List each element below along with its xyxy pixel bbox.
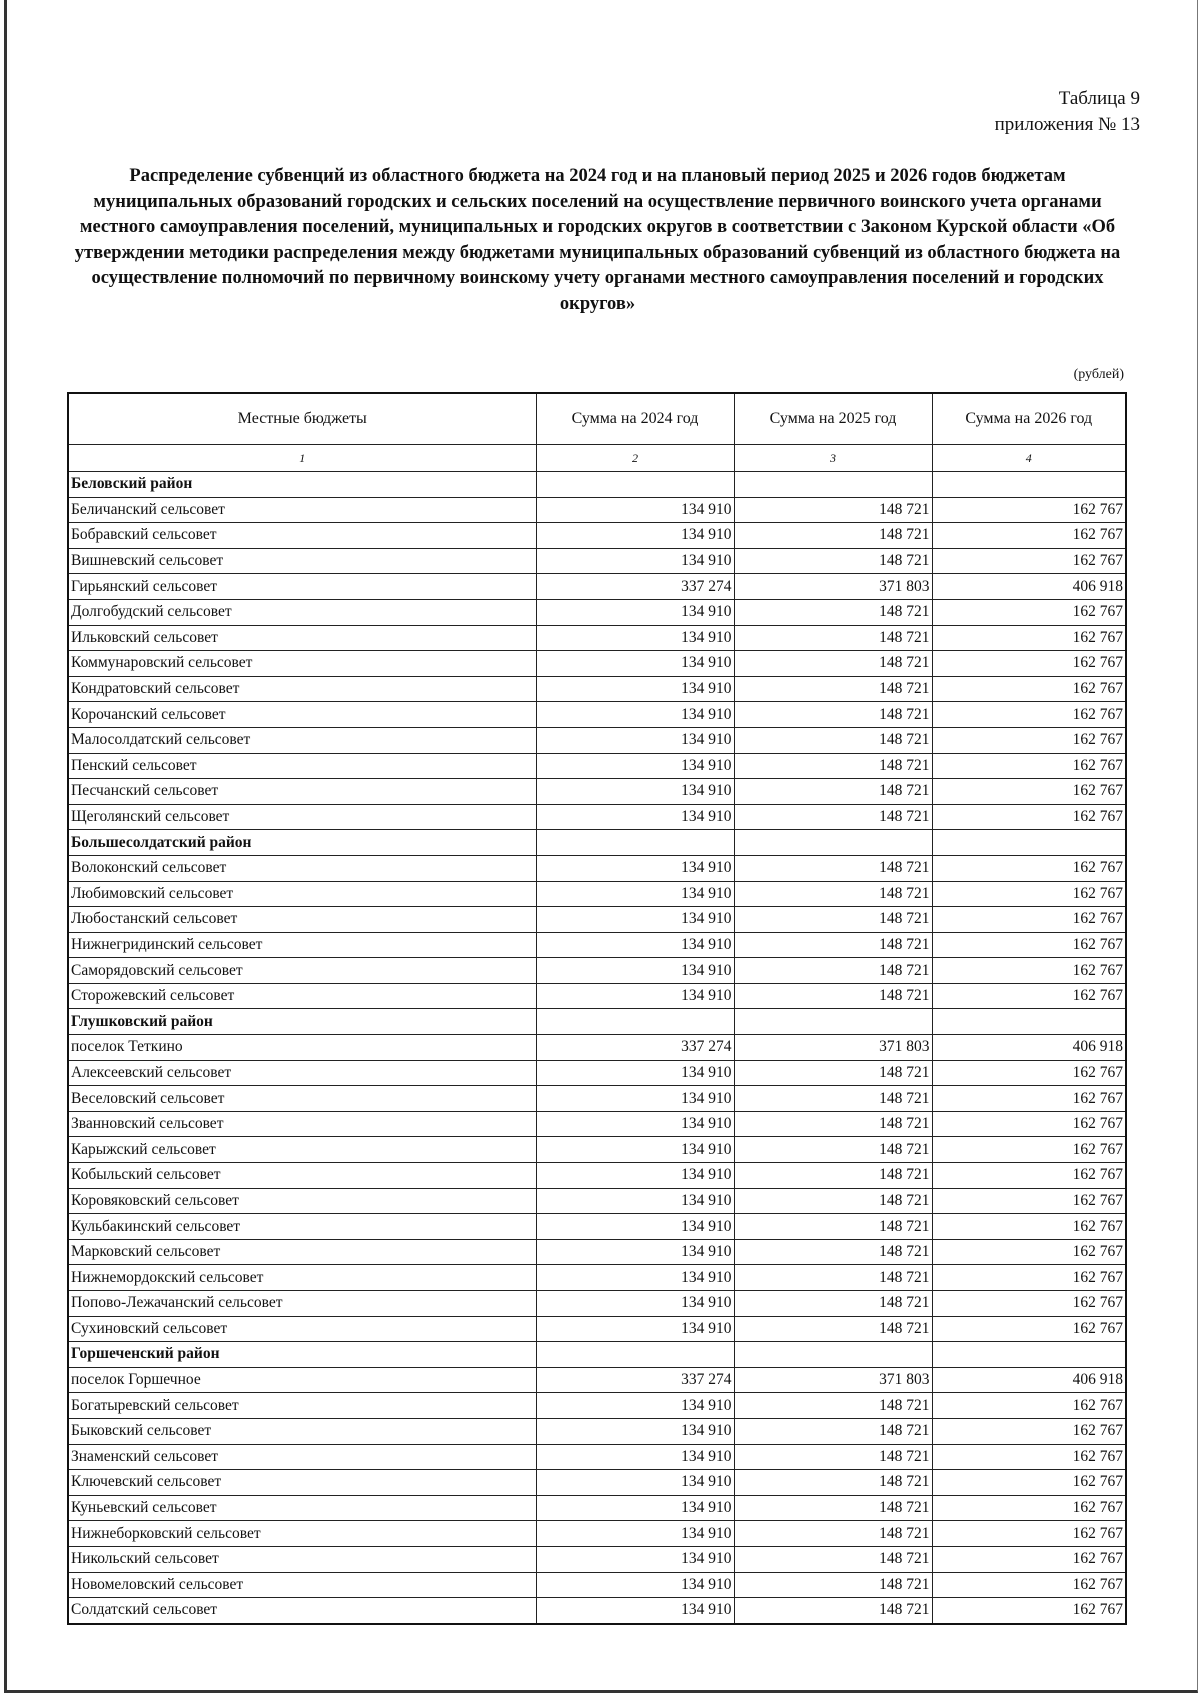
table-row (68, 881, 1126, 907)
budget-name: Нижнегридинский сельсовет (68, 932, 536, 958)
column-header-2026: Сумма на 2026 год (932, 393, 1126, 445)
amount-2026 (932, 1342, 1126, 1368)
amount-2024: 134 910 (536, 1239, 734, 1265)
amount-2025 (734, 830, 932, 856)
amount-2026: 162 767 (932, 1316, 1126, 1342)
amount-2025: 148 721 (734, 779, 932, 805)
budget-name: Куньевский сельсовет (68, 1495, 536, 1521)
budget-name: Сухиновский сельсовет (68, 1316, 536, 1342)
amount-2024: 134 910 (536, 1111, 734, 1137)
table-row (68, 983, 1126, 1009)
table-row (68, 1265, 1126, 1291)
header-row (68, 393, 1126, 445)
amount-2025 (734, 1342, 932, 1368)
amount-2026: 162 767 (932, 1291, 1126, 1317)
amount-2025: 148 721 (734, 1316, 932, 1342)
budget-name: Богатыревский сельсовет (68, 1393, 536, 1419)
amount-2024: 134 910 (536, 1137, 734, 1163)
table-row (68, 855, 1126, 881)
table-row (68, 1393, 1126, 1419)
amount-2026: 162 767 (932, 1214, 1126, 1240)
amount-2025: 148 721 (734, 676, 932, 702)
budget-name: Вишневский сельсовет (68, 548, 536, 574)
table-row (68, 1137, 1126, 1163)
amount-2026: 162 767 (932, 625, 1126, 651)
budget-name: Никольский сельсовет (68, 1546, 536, 1572)
amount-2026: 162 767 (932, 727, 1126, 753)
column-header-2024: Сумма на 2024 год (536, 393, 734, 445)
appendix-number: приложения № 13 (994, 114, 1140, 135)
amount-2025: 148 721 (734, 1521, 932, 1547)
table-row (68, 548, 1126, 574)
amount-2024: 337 274 (536, 574, 734, 600)
amount-2025: 148 721 (734, 599, 932, 625)
amount-2026: 406 918 (932, 1035, 1126, 1061)
amount-2025: 148 721 (734, 1111, 932, 1137)
amount-2026: 162 767 (932, 651, 1126, 677)
amount-2024: 337 274 (536, 1367, 734, 1393)
amount-2026 (932, 1009, 1126, 1035)
amount-2026: 162 767 (932, 548, 1126, 574)
column-header-2025: Сумма на 2025 год (734, 393, 932, 445)
table-row (68, 1495, 1126, 1521)
amount-2026 (932, 830, 1126, 856)
amount-2026: 162 767 (932, 1111, 1126, 1137)
amount-2026: 162 767 (932, 855, 1126, 881)
amount-2026 (932, 472, 1126, 498)
table-row (68, 932, 1126, 958)
amount-2026: 162 767 (932, 753, 1126, 779)
table-row (68, 779, 1126, 805)
table-row (68, 1546, 1126, 1572)
amount-2025: 148 721 (734, 804, 932, 830)
table-row (68, 1163, 1126, 1189)
amount-2024: 134 910 (536, 932, 734, 958)
district-name: Большесолдатский район (68, 830, 536, 856)
table-row (68, 676, 1126, 702)
district-row (68, 1342, 1126, 1368)
amount-2026: 162 767 (932, 1188, 1126, 1214)
table-row (68, 1598, 1126, 1624)
amount-2025: 148 721 (734, 523, 932, 549)
table-row (68, 1111, 1126, 1137)
amount-2025: 148 721 (734, 1137, 932, 1163)
table-row (68, 497, 1126, 523)
amount-2024: 134 910 (536, 523, 734, 549)
budget-name: Долгобудский сельсовет (68, 599, 536, 625)
budget-name: поселок Горшечное (68, 1367, 536, 1393)
table-row (68, 1060, 1126, 1086)
amount-2026: 162 767 (932, 1546, 1126, 1572)
amount-2025: 148 721 (734, 1495, 932, 1521)
table-row (68, 958, 1126, 984)
amount-2024: 134 910 (536, 1546, 734, 1572)
units-label: (рублей) (1073, 367, 1124, 382)
amount-2026: 162 767 (932, 523, 1126, 549)
district-row (68, 472, 1126, 498)
amount-2025: 148 721 (734, 1163, 932, 1189)
amount-2025: 148 721 (734, 1239, 932, 1265)
amount-2026: 162 767 (932, 1060, 1126, 1086)
amount-2026: 162 767 (932, 676, 1126, 702)
amount-2026: 162 767 (932, 1393, 1126, 1419)
budget-name: Марковский сельсовет (68, 1239, 536, 1265)
amount-2024: 134 910 (536, 625, 734, 651)
amount-2024: 134 910 (536, 907, 734, 933)
amount-2026: 162 767 (932, 599, 1126, 625)
budget-name: Волоконский сельсовет (68, 855, 536, 881)
amount-2024 (536, 1342, 734, 1368)
amount-2026: 162 767 (932, 907, 1126, 933)
table-number: Таблица 9 (1058, 88, 1140, 109)
amount-2024: 134 910 (536, 1444, 734, 1470)
amount-2024: 134 910 (536, 1188, 734, 1214)
amount-2024: 134 910 (536, 548, 734, 574)
budget-name: Алексеевский сельсовет (68, 1060, 536, 1086)
amount-2024: 134 910 (536, 727, 734, 753)
amount-2026: 162 767 (932, 1521, 1126, 1547)
amount-2026: 162 767 (932, 1495, 1126, 1521)
amount-2026: 162 767 (932, 1137, 1126, 1163)
table-row (68, 907, 1126, 933)
amount-2025: 148 721 (734, 1444, 932, 1470)
budget-name: Любостанский сельсовет (68, 907, 536, 933)
table-row (68, 574, 1126, 600)
amount-2024: 134 910 (536, 1265, 734, 1291)
amount-2024: 134 910 (536, 1470, 734, 1496)
table-row (68, 1316, 1126, 1342)
district-name: Глушковский район (68, 1009, 536, 1035)
amount-2024 (536, 830, 734, 856)
budget-name: Коммунаровский сельсовет (68, 651, 536, 677)
table-row (68, 1572, 1126, 1598)
subsidy-table (67, 392, 1127, 1625)
amount-2026: 162 767 (932, 804, 1126, 830)
budget-name: Щеголянский сельсовет (68, 804, 536, 830)
amount-2025: 148 721 (734, 1214, 932, 1240)
amount-2025: 148 721 (734, 548, 932, 574)
budget-name: Гирьянский сельсовет (68, 574, 536, 600)
budget-name: Малосолдатский сельсовет (68, 727, 536, 753)
table-row (68, 702, 1126, 728)
table-row (68, 599, 1126, 625)
amount-2024: 134 910 (536, 1521, 734, 1547)
amount-2024: 134 910 (536, 779, 734, 805)
table-row (68, 753, 1126, 779)
amount-2026: 162 767 (932, 881, 1126, 907)
amount-2024: 134 910 (536, 599, 734, 625)
budget-name: Попово-Лежачанский сельсовет (68, 1291, 536, 1317)
budget-name: Веселовский сельсовет (68, 1086, 536, 1112)
amount-2026: 162 767 (932, 779, 1126, 805)
budget-name: Нижнеборковский сельсовет (68, 1521, 536, 1547)
table-row (68, 625, 1126, 651)
amount-2025: 148 721 (734, 932, 932, 958)
amount-2025: 148 721 (734, 881, 932, 907)
amount-2026: 162 767 (932, 1470, 1126, 1496)
amount-2024: 134 910 (536, 881, 734, 907)
amount-2025: 148 721 (734, 983, 932, 1009)
budget-name: поселок Теткино (68, 1035, 536, 1061)
table-row (68, 523, 1126, 549)
district-name: Беловский район (68, 472, 536, 498)
budget-name: Песчанский сельсовет (68, 779, 536, 805)
budget-name: Ильковский сельсовет (68, 625, 536, 651)
amount-2024: 134 910 (536, 1291, 734, 1317)
amount-2025: 148 721 (734, 1572, 932, 1598)
amount-2026: 162 767 (932, 1598, 1126, 1624)
budget-name: Сторожевский сельсовет (68, 983, 536, 1009)
table-row (68, 1291, 1126, 1317)
district-name: Горшеченский район (68, 1342, 536, 1368)
table-row (68, 727, 1126, 753)
amount-2025: 148 721 (734, 1086, 932, 1112)
district-row (68, 830, 1126, 856)
amount-2026: 406 918 (932, 1367, 1126, 1393)
budget-name: Беличанский сельсовет (68, 497, 536, 523)
amount-2025 (734, 1009, 932, 1035)
table-row (68, 1035, 1126, 1061)
amount-2026: 162 767 (932, 1086, 1126, 1112)
amount-2025: 148 721 (734, 753, 932, 779)
amount-2025: 148 721 (734, 1598, 932, 1624)
amount-2026: 162 767 (932, 1572, 1126, 1598)
amount-2024: 134 910 (536, 1598, 734, 1624)
column-number-row (68, 445, 1126, 472)
amount-2024: 134 910 (536, 1572, 734, 1598)
budget-name: Солдатский сельсовет (68, 1598, 536, 1624)
amount-2024: 134 910 (536, 497, 734, 523)
table-row (68, 1086, 1126, 1112)
amount-2024: 134 910 (536, 1060, 734, 1086)
amount-2026: 406 918 (932, 574, 1126, 600)
budget-name: Званновский сельсовет (68, 1111, 536, 1137)
amount-2024: 134 910 (536, 958, 734, 984)
amount-2025: 148 721 (734, 702, 932, 728)
amount-2025: 148 721 (734, 1265, 932, 1291)
amount-2025: 148 721 (734, 651, 932, 677)
column-number: 4 (932, 445, 1126, 472)
amount-2025: 148 721 (734, 1470, 932, 1496)
amount-2024: 134 910 (536, 1163, 734, 1189)
budget-name: Кобыльский сельсовет (68, 1163, 536, 1189)
amount-2025: 371 803 (734, 1367, 932, 1393)
amount-2026: 162 767 (932, 983, 1126, 1009)
amount-2024: 134 910 (536, 1418, 734, 1444)
budget-name: Ключевский сельсовет (68, 1470, 536, 1496)
budget-name: Саморядовский сельсовет (68, 958, 536, 984)
amount-2025: 148 721 (734, 907, 932, 933)
amount-2026: 162 767 (932, 1239, 1126, 1265)
amount-2024: 134 910 (536, 804, 734, 830)
budget-name: Кондратовский сельсовет (68, 676, 536, 702)
amount-2024: 134 910 (536, 1495, 734, 1521)
budget-name: Новомеловский сельсовет (68, 1572, 536, 1598)
amount-2026: 162 767 (932, 1163, 1126, 1189)
amount-2026: 162 767 (932, 958, 1126, 984)
amount-2026: 162 767 (932, 932, 1126, 958)
amount-2025: 371 803 (734, 574, 932, 600)
column-number: 1 (68, 445, 536, 472)
budget-name: Коровяковский сельсовет (68, 1188, 536, 1214)
amount-2025: 148 721 (734, 497, 932, 523)
table-row (68, 1470, 1126, 1496)
amount-2025: 148 721 (734, 727, 932, 753)
amount-2024: 134 910 (536, 983, 734, 1009)
budget-name: Корочанский сельсовет (68, 702, 536, 728)
district-row (68, 1009, 1126, 1035)
budget-name: Знаменский сельсовет (68, 1444, 536, 1470)
budget-name: Любимовский сельсовет (68, 881, 536, 907)
amount-2026: 162 767 (932, 1418, 1126, 1444)
amount-2026: 162 767 (932, 497, 1126, 523)
amount-2024: 134 910 (536, 1316, 734, 1342)
amount-2025: 148 721 (734, 625, 932, 651)
amount-2025: 371 803 (734, 1035, 932, 1061)
amount-2026: 162 767 (932, 1265, 1126, 1291)
amount-2025: 148 721 (734, 1393, 932, 1419)
amount-2026: 162 767 (932, 1444, 1126, 1470)
amount-2025: 148 721 (734, 1291, 932, 1317)
amount-2024: 134 910 (536, 753, 734, 779)
document-title: Распределение субвенций из областного бюджета на 2024 год и на плановый период 2025 и 2026 годов бюджетам муниципальных образований городских и сельских поселений на осуществление первичного воинского учета органами местного самоуправления поселений, муниципальных и городских округов в соответствии с Законом Курской области «Об утверждении методики распределения между бюджетами муниципальных образований субвенций из областного бюджета на осуществление полномочий по первичному воинскому учету органами местного самоуправления поселений и городских округов» (74, 166, 1121, 314)
amount-2024: 134 910 (536, 1393, 734, 1419)
amount-2024: 134 910 (536, 1086, 734, 1112)
table-row (68, 1239, 1126, 1265)
amount-2025: 148 721 (734, 1188, 932, 1214)
budget-name: Нижнемордокский сельсовет (68, 1265, 536, 1291)
column-number: 2 (536, 445, 734, 472)
table-row (68, 1521, 1126, 1547)
table-row (68, 1444, 1126, 1470)
budget-name: Кульбакинский сельсовет (68, 1214, 536, 1240)
budget-name: Быковский сельсовет (68, 1418, 536, 1444)
amount-2024: 134 910 (536, 702, 734, 728)
amount-2024: 134 910 (536, 1214, 734, 1240)
amount-2024 (536, 1009, 734, 1035)
amount-2026: 162 767 (932, 702, 1126, 728)
column-number: 3 (734, 445, 932, 472)
amount-2024: 337 274 (536, 1035, 734, 1061)
amount-2024: 134 910 (536, 676, 734, 702)
table-row (68, 651, 1126, 677)
table-row (68, 1188, 1126, 1214)
budget-name: Пенский сельсовет (68, 753, 536, 779)
table-row (68, 804, 1126, 830)
amount-2025: 148 721 (734, 1418, 932, 1444)
table-row (68, 1418, 1126, 1444)
amount-2025: 148 721 (734, 958, 932, 984)
column-header-budgets: Местные бюджеты (68, 393, 536, 445)
table-row (68, 1367, 1126, 1393)
budget-name: Бобравский сельсовет (68, 523, 536, 549)
budget-name: Карыжский сельсовет (68, 1137, 536, 1163)
amount-2025 (734, 472, 932, 498)
amount-2024 (536, 472, 734, 498)
amount-2024: 134 910 (536, 651, 734, 677)
amount-2025: 148 721 (734, 855, 932, 881)
amount-2025: 148 721 (734, 1546, 932, 1572)
amount-2024: 134 910 (536, 855, 734, 881)
table-row (68, 1214, 1126, 1240)
amount-2025: 148 721 (734, 1060, 932, 1086)
